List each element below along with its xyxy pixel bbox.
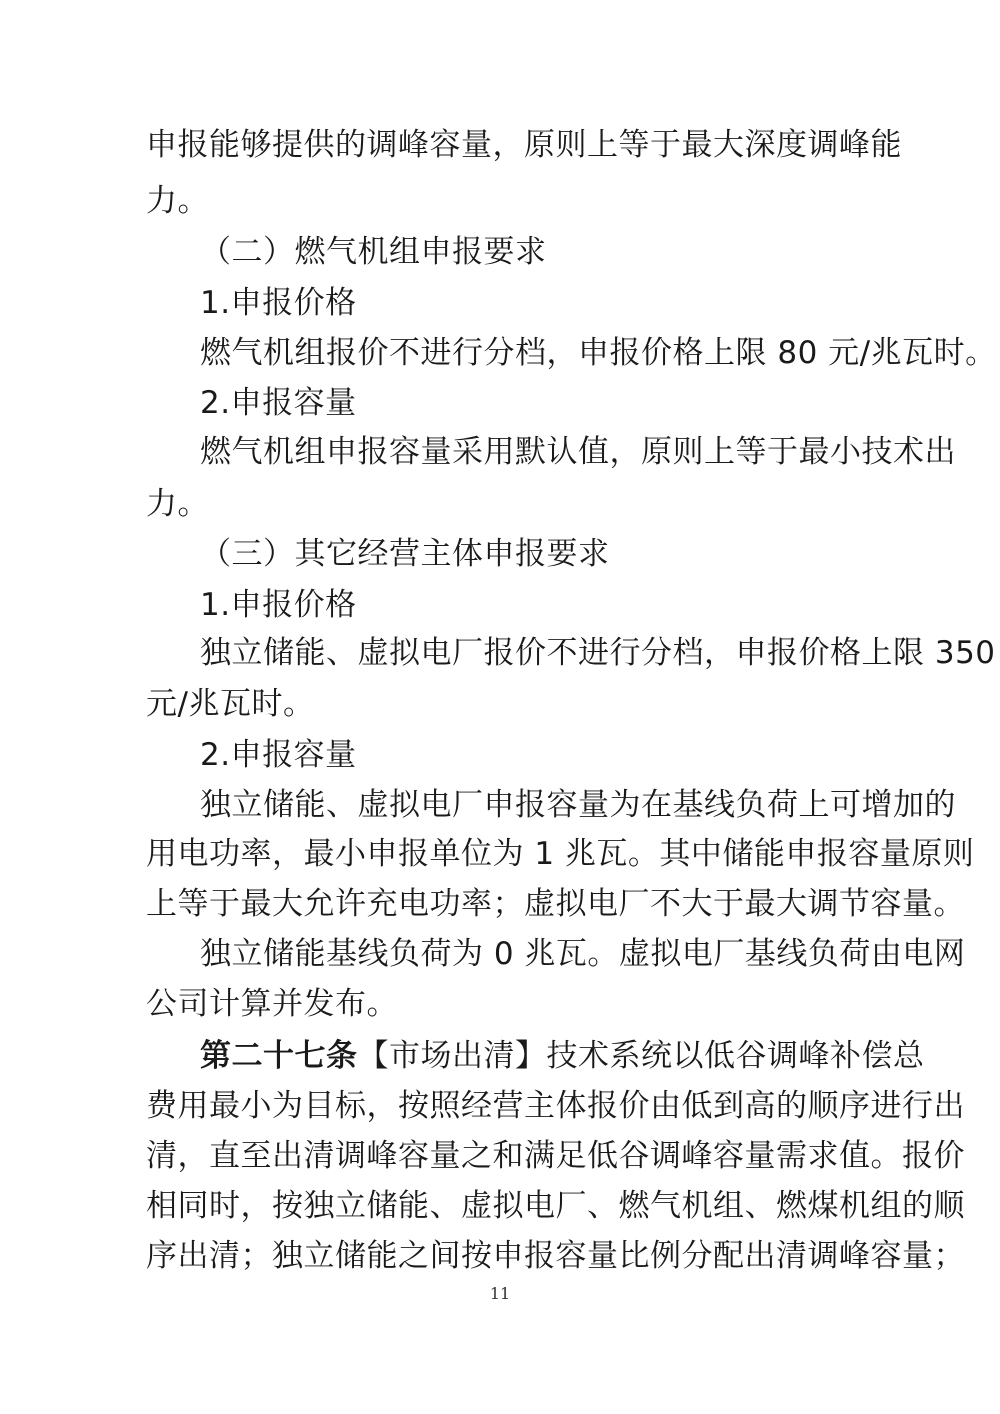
body-line: 独立储能、虚拟电厂申报容量为在基线负荷上可增加的 (200, 787, 956, 823)
page-number: 11 (489, 1284, 511, 1303)
body-line: 燃气机组报价不进行分档，申报价格上限 80 元/兆瓦时。 (200, 335, 997, 371)
body-line: 力。 (146, 486, 209, 522)
section-heading: （二）燃气机组申报要求 (200, 234, 547, 270)
body-line: 元/兆瓦时。 (146, 686, 315, 722)
body-line: 燃气机组申报容量采用默认值，原则上等于最小技术出 (200, 434, 956, 470)
body-line: 独立储能、虚拟电厂报价不进行分档，申报价格上限 350 (200, 635, 996, 671)
body-line: 费用最小为目标，按照经营主体报价由低到高的顺序进行出 (146, 1088, 965, 1124)
article-heading: 第二十七条 (200, 1038, 358, 1074)
body-line: 公司计算并发布。 (146, 986, 398, 1022)
subsection-heading: 1.申报价格 (200, 587, 357, 623)
subsection-heading: 2.申报容量 (200, 737, 357, 773)
body-line: 相同时，按独立储能、虚拟电厂、燃气机组、燃煤机组的顺 (146, 1188, 965, 1224)
body-line: 独立储能基线负荷为 0 兆瓦。虚拟电厂基线负荷由电网 (200, 936, 966, 972)
article-line (200, 1036, 925, 1076)
subsection-heading: 1.申报价格 (200, 285, 357, 321)
section-heading: （三）其它经营主体申报要求 (200, 536, 610, 572)
body-line: 清，直至出清调峰容量之和满足低谷调峰容量需求值。报价 (146, 1138, 965, 1174)
body-line: 力。 (146, 183, 209, 219)
body-line: 上等于最大允许充电功率；虚拟电厂不大于最大调节容量。 (146, 886, 965, 922)
body-line: 序出清；独立储能之间按申报容量比例分配出清调峰容量； (146, 1238, 965, 1274)
article-tag: 【市场出清】 (357, 1038, 547, 1074)
body-text: 技术系统以低谷调峰补偿总 (546, 1038, 925, 1074)
body-line: 用电功率，最小申报单位为 1 兆瓦。其中储能申报容量原则 (146, 836, 975, 872)
body-line: 申报能够提供的调峰容量，原则上等于最大深度调峰能 (146, 127, 902, 163)
subsection-heading: 2.申报容量 (200, 385, 357, 421)
